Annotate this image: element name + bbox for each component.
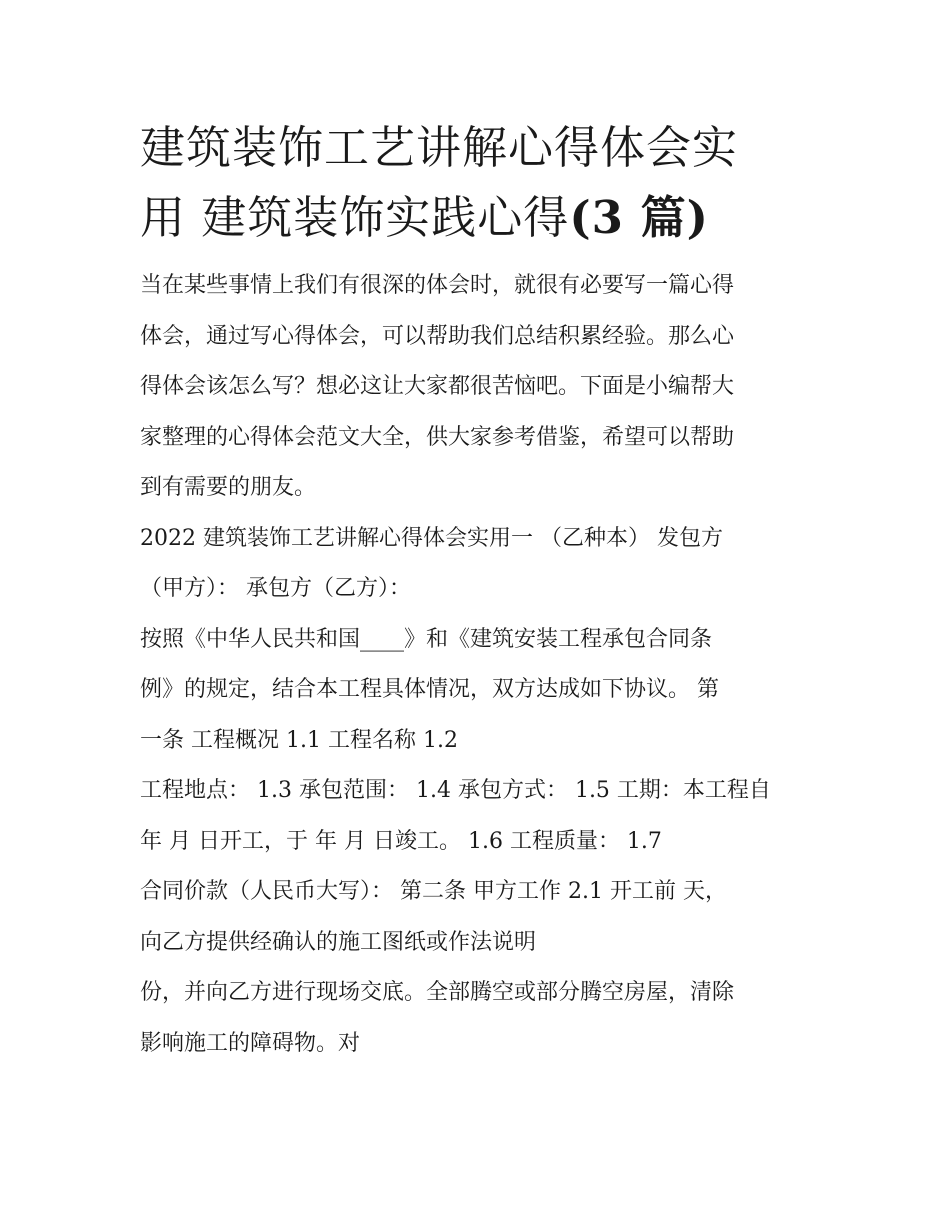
intro-line: 得体会该怎么写？想必这让大家都很苦恼吧。下面是小编帮大	[140, 374, 735, 399]
intro-line: 体会，通过写心得体会，可以帮助我们总结积累经验。那么心	[140, 323, 735, 349]
project-details-line: 年 月 日开工，于 年 月 日竣工。 1.6 工程质量： 1.7	[140, 828, 662, 854]
document-title	[140, 113, 820, 253]
section-heading-paragraph	[140, 514, 820, 615]
intro-line: 家整理的心得体会范文大全，供大家参考借鉴，希望可以帮助	[140, 424, 735, 450]
title-count: (3 篇)	[569, 191, 709, 244]
title-line-1: 建筑装饰工艺讲解心得体会实	[140, 121, 739, 174]
agreement-line: 例》的规定，结合本工程具体情况，双方达成如下协议。 第	[140, 677, 719, 702]
site-prep-line: 影响施工的障碍物。对	[140, 1030, 361, 1056]
section-heading-line: （甲方）： 承包方（乙方）：	[140, 576, 411, 601]
document-body	[140, 261, 820, 1069]
intro-line: 到有需要的朋友。	[140, 475, 317, 500]
intro-paragraph	[140, 261, 820, 514]
title-line-2	[140, 183, 820, 253]
agreement-line: 一条 工程概况 1.1 工程名称 1.2	[140, 727, 458, 753]
intro-line: 当在某些事情上我们有很深的体会时，就很有必要写一篇心得	[140, 273, 735, 298]
project-details-paragraph	[140, 766, 820, 867]
site-prep-line: 份，并向乙方进行现场交底。全部腾空或部分腾空房屋，清除	[140, 980, 735, 1005]
document-content	[140, 113, 820, 1069]
contract-price-line: 合同价款（人民币大写）： 第二条 甲方工作 2.1 开工前 天，	[140, 879, 727, 904]
contract-price-paragraph	[140, 867, 820, 968]
agreement-line: 按照《中华人民共和国____》和《建筑安装工程承包合同条	[140, 626, 713, 652]
section-heading-line: 2022 建筑装饰工艺讲解心得体会实用一 （乙种本） 发包方	[140, 525, 723, 551]
contract-price-line: 向乙方提供经确认的施工图纸或作法说明	[140, 929, 537, 955]
site-prep-paragraph	[140, 968, 820, 1069]
agreement-paragraph	[140, 615, 820, 767]
title-line-2-text: 用 建筑装饰实践心得	[140, 191, 570, 244]
project-details-line: 工程地点： 1.3 承包范围： 1.4 承包方式： 1.5 工期：本工程自	[140, 778, 771, 803]
